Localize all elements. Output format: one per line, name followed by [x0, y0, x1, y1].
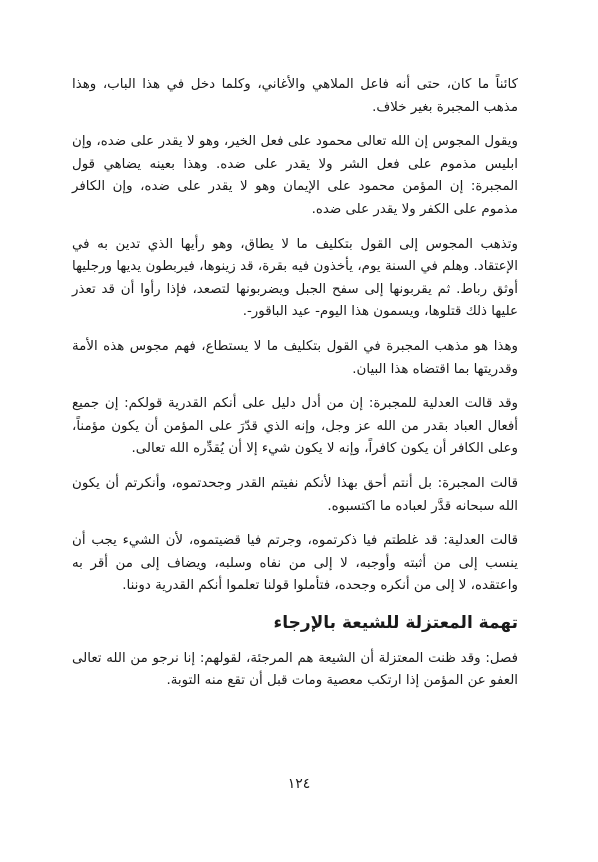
section-heading: تهمة المعتزلة للشيعة بالإرجاء	[273, 612, 518, 633]
paragraph-3: وتذهب المجوس إلى القول بتكليف ما لا يطاق، وهو رأيها الذي تدين به في الإعتقاد. وهلم في السنة يوم، يأخذون فيه بقرة، قد زينوها، فيربطون يديها ورجليها أوثق رباط. ثم يقربونها إلى سفح الجبل ويضربونها لتصعد، فإذا رأوا أن قد تعذر عليها ذلك قتلوها، ويسمون هذا اليوم- عيد الباقور-.	[72, 236, 518, 320]
paragraph-7: قالت العدلية: قد غلطتم فيا ذكرتموه، وجرتم فيا قضيتموه، لأن الشيء يجب أن ينسب إلى من أثبته وأوجبه، لا إلى من نفاه وسلبه، ويضاف إلى من أقر به واعتقده، لا إلى من أنكره وجحده، فتأملوا قولنا تعلموا أنكم القدرية دوننا.	[72, 533, 518, 594]
paragraph-1: كائناً ما كان، حتى أنه فاعل الملاهي والأغاني، وكلما دخل في هذا الباب، وهذا مذهب المجبرة بغير خلاف.	[72, 77, 518, 115]
page-body	[72, 74, 518, 705]
page-number: ١٢٤	[287, 776, 311, 792]
paragraph-final: فصل: وقد ظنت المعتزلة أن الشيعة هم المرجئة، لقولهم: إنا نرجو من الله تعالى العفو عن المؤمن إذا ارتكب معصية ومات قبل أن تقع منه التوبة.	[72, 650, 518, 689]
paragraph-4: وهذا هو مذهب المجبرة في القول بتكليف ما لا يستطاع، فهم مجوس هذه الأمة وقدريتها بما اقتضاه هذا البيان.	[72, 338, 518, 377]
paragraph-6: قالت المجبرة: بل أنتم أحق بهذا لأنكم نفيتم القدر وجحدتموه، وأنكرتم أن يكون الله سبحانه قدَّر لعباده ما اكتسبوه.	[72, 475, 518, 514]
paragraph-5: وقد قالت العدلية للمجبرة: إن من أدل دليل على أنكم القدرية قولكم: إن جميع أفعال العباد بقدر من الله عز وجل، وإنه الذي قدّرَ على المؤمن أن يكون مؤمناً، وعلى الكافر أن يكون كافراً، وإنه لا يكون شيء إلا أن يُقدِّره الله تعالى.	[72, 396, 518, 457]
paragraph-2: ويقول المجوس إن الله تعالى محمود على فعل الخير، وهو لا يقدر على ضده، وإن ابليس مذموم على فعل الشر ولا يقدر على ضده. وهذا بعينه يضاهي قول المجبرة: إن المؤمن محمود على الإيمان وهو لا يقدر على ضده، وإن الكافر مذموم على الكفر ولا يقدر على ضده.	[72, 134, 518, 217]
